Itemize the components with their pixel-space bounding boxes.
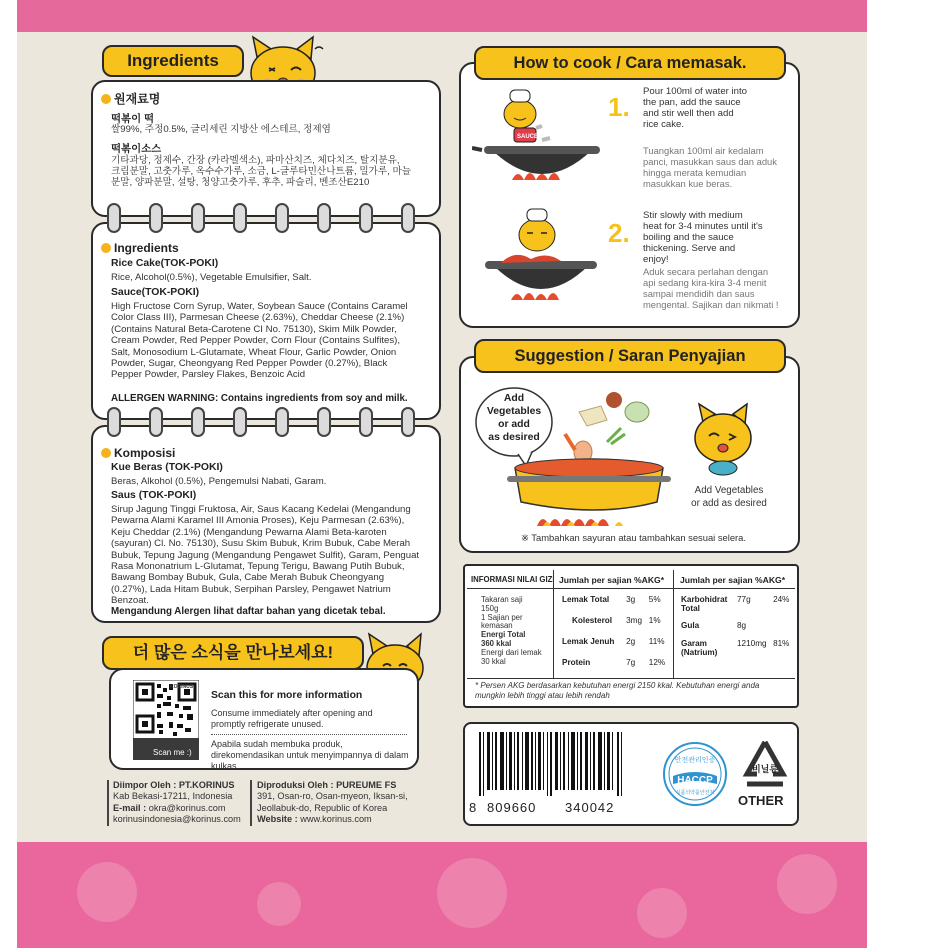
barcode-digits-3: 340042: [565, 800, 615, 815]
paw-icon: [101, 94, 111, 104]
step2-text-id: Aduk secara perlahan dengan api sedang kira-kira 3-4 menit sampai mendidih dan saus mengental. Sajikan dan nikmati !: [643, 266, 779, 310]
step2-text-en: Stir slowly with medium heat for 3-4 minutes until it's boiling and the sauce thickening. Serve and enjoy!: [643, 210, 763, 265]
barcode-digits-2: 809660: [487, 800, 537, 815]
indonesian-sauce-title: Saus (TOK-POKI): [111, 490, 197, 501]
suggestion-tab: Suggestion / Saran Penyajian: [474, 339, 786, 373]
nutrition-col-divider-1: [553, 570, 554, 678]
importer-address: Kab Bekasi-17211, Indonesia: [113, 791, 233, 802]
pink-bottom-band: [17, 842, 867, 948]
step2-pan-illustration: [477, 205, 607, 317]
importer-title: Diimpor Oleh : PT.KORINUS: [113, 780, 235, 790]
how-to-cook-tab: How to cook / Cara memasak.: [474, 46, 786, 80]
qr-divider: [211, 734, 407, 735]
step2-number: 2.: [608, 218, 630, 248]
suggest-note: ※ Tambahkan sayuran atau tambahkan sesuai selera.: [521, 532, 747, 543]
pink-top-band: [17, 0, 867, 32]
barcode-icon: [477, 732, 627, 796]
nutrition-footnote: * Persen AKG berdasarkan kebutuhan energi 2150 kkal. Kebutuhan energi anda mungkin lebih tinggi atau lebih rendah: [475, 681, 760, 700]
step1-text-en: Pour 100ml of water into the pan, add the sauce and stir well then add rice cake.: [643, 86, 747, 130]
nutrition-serving: Takaran saji 150g 1 Sajian per kemasan Energi Total 360 kkal Energi dari lemak 30 kkal: [481, 595, 542, 666]
importer-info: [107, 780, 247, 826]
svg-text:안전관리인증: 안전관리인증: [674, 757, 716, 764]
producer-address-2: Jeollabuk-do, Republic of Korea: [257, 802, 388, 813]
recycle-icon: [737, 740, 793, 790]
nutrition-col-head-1: Jumlah per sajian %AKG*: [559, 575, 665, 585]
nutrition-table-2: Karbohidrat Total 77g 24% Gula 8g Garam (Natrium) 1210mg 81%: [681, 595, 790, 657]
nutrition-header: INFORMASI NILAI GIZI: [471, 575, 555, 584]
suggest-caption: Add Vegetables or add as desired: [691, 485, 767, 509]
korean-ingredients-box: [91, 80, 441, 217]
english-ingredients-box: [91, 222, 441, 420]
english-rice-title: Rice Cake(TOK-POKI): [111, 258, 219, 269]
importer-email-2[interactable]: korinusindonesia@korinus.com: [113, 814, 241, 825]
indonesian-ingredients-box: [91, 425, 441, 623]
paw-icon: [101, 243, 111, 253]
qr-text-id: Apabila sudah membuka produk, direkomendasikan untuk menyimpannya di dalam kulkas.: [211, 739, 409, 772]
producer-website-label: Website :: [257, 814, 298, 825]
importer-email[interactable]: okra@korinus.com: [148, 802, 226, 813]
nutrition-table-1: Lemak Total 3g 5% Kolesterol 3mg 1% Lemak Jenuh 2g 11% Protein 7g 12%: [562, 595, 666, 667]
qr-title: Scan this for more information: [211, 690, 363, 701]
step1-number: 1.: [608, 92, 630, 122]
english-rice-text: Rice, Alcohol(0.5%), Vegetable Emulsifier, Salt.: [111, 272, 312, 283]
paw-icon: [101, 448, 111, 458]
step1-sauce-label: SAUCE: [517, 134, 539, 140]
nutrition-row-divider: [467, 588, 795, 589]
producer-website[interactable]: www.korinus.com: [300, 814, 372, 825]
indonesian-sauce-text: Sirup Jagung Tinggi Fruktosa, Air, Saus Kacang Kedelai (Mengandung Pewarna Alami Karamel III Amonia Proses), Keju Parmesan (2.63%), Keju Cheddar (2.1%) (Mengandung Pewarna Alami Beta-karoten (sayuran) Cl. No. 75130), Susu Skim Bubuk, Krim Bubuk, Cabe Merah Bubuk, Tepung Jagung (Mengandung Pengawet Sulfit), Garam, Penguat Rasa Mononatrium L-Glutamat, Tepung Terigu, Bawang Putih Bubuk, Bawang Bombay Bubuk, Gula, Cabe Merah Bubuk Cheongyang (0.27%), Lada Hitam Bubuk, Serpihan Parsley, Pengawet Natrium Benzoat.: [111, 504, 420, 607]
english-heading: Ingredients: [114, 241, 179, 255]
step1-pan-illustration: [472, 88, 612, 198]
english-sauce-title: Sauce(TOK-POKI): [111, 287, 200, 298]
spiral-binding-top: [107, 203, 437, 235]
korean-rice-title: 떡볶이 떡: [111, 114, 155, 125]
producer-address-1: 391, Osan-ro, Osan-myeon, Iksan-si,: [257, 791, 408, 802]
pot-with-vegetables-illustration: [507, 380, 672, 530]
step1-text-id: Tuangkan 100ml air kedalam panci, masukkan saus dan aduk hingga merata kemudian masukkan kue beras.: [643, 145, 777, 189]
barcode-digit-1: 8: [469, 800, 477, 815]
indonesian-rice-title: Kue Beras (TOK-POKI): [111, 462, 223, 473]
korean-rice-text: 쌀99%, 주정0.5%, 글리세린 지방산 에스테르, 정제염: [111, 124, 331, 135]
spiral-binding-bottom: [107, 407, 437, 439]
importer-email-label: E-mail :: [113, 802, 147, 813]
producer-title: Diproduksi Oleh : PUREUME FS: [257, 780, 397, 790]
svg-text:HACCP: HACCP: [677, 775, 713, 786]
svg-text:식품의약품안전처: 식품의약품안전처: [675, 790, 715, 796]
qr-scan-me: Scan me :): [153, 748, 192, 757]
nutrition-bottom-divider: [467, 678, 795, 679]
ingredients-tab: Ingredients: [102, 45, 244, 77]
qr-text-en: Consume immediately after opening and promptly refrigerate unused.: [211, 708, 373, 730]
korean-heading: 원재료명: [114, 92, 161, 106]
haccp-certification-icon: [663, 742, 727, 806]
indonesian-rice-text: Beras, Alkohol (0.5%), Pengemulsi Nabati, Garam.: [111, 476, 327, 487]
korean-sauce-text: 기타과당, 정제수, 간장 (카라멜색소), 파마산치즈, 체다치즈, 탈지분유, 크림분말, 고춧가루, 옥수수가루, 소금, L-글루타민산나트륨, 밀가루, 마늘분말, 양파분말, 설탕, 청양고춧가루, 후추, 파슬리, 벤조산E210: [111, 155, 412, 189]
indonesian-allergen: Mengandung Alergen lihat daftar bahan yang dicetak tebal.: [111, 606, 386, 617]
qr-info-box: [109, 668, 419, 770]
english-sauce-text: High Fructose Corn Syrup, Water, Soybean Sauce (Contains Caramel Color Class III), Parmesan Cheese (2.63%), Cheddar Cheese (2.1%) (Contains Natural Beta-Carotene CI No. 75130), Skim Milk Powder, Cream Powder, Red Pepper Powder, Corn Flour (Contains Sulfites), Salt, Monosodium L-Glutamate, Wheat Flour, Garlic Powder, Onion Powder, Sugar, Cheongyang Red Pepper Powder (0.27%), Black Pepper Powder, Parsley Flakes, Benzoic Acid: [111, 301, 408, 381]
svg-text:비닐류: 비닐류: [751, 764, 779, 774]
nutrition-col-divider-2: [673, 570, 674, 678]
qr-brand-label: KORINUS: [170, 684, 194, 690]
nutrition-col-head-2: Jumlah per sajian %AKG*: [680, 575, 786, 585]
indonesian-heading: Komposisi: [114, 446, 176, 460]
producer-info: [250, 780, 440, 826]
korean-sauce-title: 떡볶이소스: [111, 144, 162, 155]
news-tab: 더 많은 소식을 만나보세요!: [102, 636, 364, 670]
cat-chef-icon: [689, 402, 759, 476]
speech-bubble-text: Add Vegetables or add as desired: [486, 393, 542, 443]
allergen-warning: ALLERGEN WARNING: Contains ingredients from soy and milk.: [111, 393, 408, 404]
package-back-panel: [17, 0, 867, 948]
recycle-other-label: OTHER: [738, 793, 784, 808]
